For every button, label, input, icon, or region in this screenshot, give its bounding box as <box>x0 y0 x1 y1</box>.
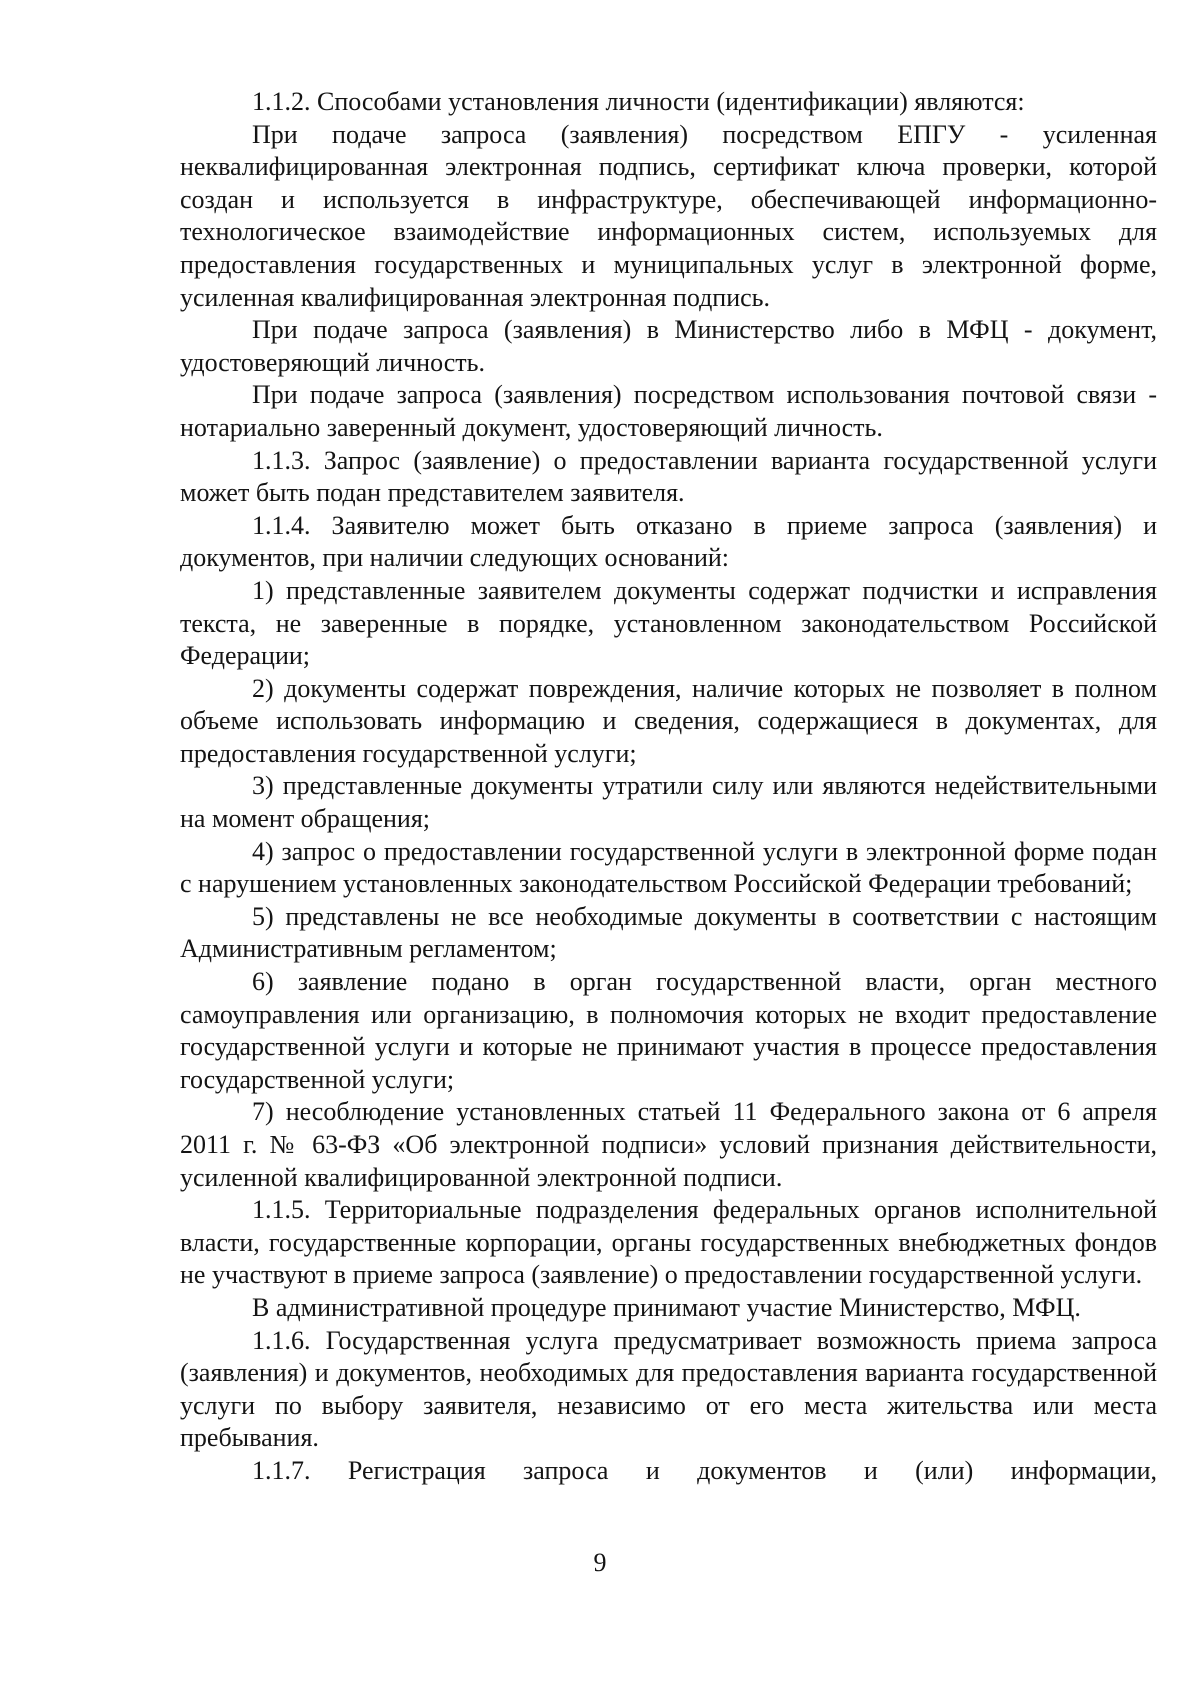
list-item-4: 4) запрос о предоставлении государственной услуги в электронной форме подан с нарушением установленных законодательством Российской Федерации требований; <box>180 836 1157 899</box>
list-item-6: 6) заявление подано в орган государственной власти, орган местного самоуправления или организацию, в полномочия которых не входит предоставление государственной услуги и которые не принимают участия в процессе предоставления государственной услуги; <box>180 967 1157 1094</box>
paragraph-1-1-2-heading: 1.1.2. Способами установления личности (идентификации) являются: <box>252 87 1025 116</box>
document-body <box>180 86 1157 1488</box>
list-item-3: 3) представленные документы утратили силу или являются недействительными на момент обращения; <box>180 771 1157 834</box>
paragraph-1-1-6: 1.1.6. Государственная услуга предусматривает возможность приема запроса (заявления) и документов, необходимых для предоставления варианта государственной услуги по выбору заявителя, независимо от его места жительства или места пребывания. <box>180 1325 1157 1453</box>
list-item-1: 1) представленные заявителем документы содержат подчистки и исправления текста, не заверенные в порядке, установленном законодательством Российской Федерации; <box>180 575 1157 671</box>
paragraph-1-1-7: 1.1.7. Регистрация запроса и документов и (или) информации, <box>252 1455 1157 1485</box>
paragraph-postal-identification: При подаче запроса (заявления) посредством использования почтовой связи - нотариально заверенный документ, удостоверяющий личность. <box>180 380 1157 442</box>
list-item-7: 7) несоблюдение установленных статьей 11 Федерального закона от 6 апреля 2011 г. № 63-ФЗ «Об электронной подписи» условий признания действительности, усиленной квалифицированной электронной подписи. <box>180 1097 1157 1192</box>
paragraph-1-1-3: 1.1.3. Запрос (заявление) о предоставлении варианта государственной услуги может быть подан представителем заявителя. <box>180 445 1157 508</box>
paragraph-ministry-identification: При подаче запроса (заявления) в Министерство либо в МФЦ - документ, удостоверяющий личность. <box>180 315 1157 377</box>
paragraph-1-1-4: 1.1.4. Заявителю может быть отказано в приеме запроса (заявления) и документов, при наличии следующих оснований: <box>180 510 1157 573</box>
page-number: 9 <box>593 1548 607 1577</box>
list-item-5: 5) представлены не все необходимые документы в соответствии с настоящим Административным регламентом; <box>180 901 1157 964</box>
list-item-2: 2) документы содержат повреждения, наличие которых не позволяет в полном объеме использовать информацию и сведения, содержащиеся в документах, для предоставления государственной услуги; <box>180 673 1157 768</box>
paragraph-1-1-5: 1.1.5. Территориальные подразделения федеральных органов исполнительной власти, государственные корпорации, органы государственных внебюджетных фондов не участвуют в приеме запроса (заявление) о предоставлении государственной услуги. <box>180 1195 1157 1290</box>
paragraph-epgu-identification: При подаче запроса (заявления) посредством ЕПГУ - усиленная неквалифицированная электронная подпись, сертификат ключа проверки, которой создан и используется в инфраструктуре, обеспечивающей информационно-технологическое взаимодействие информационных систем, используемых для предоставления государственных и муниципальных услуг в электронной форме, усиленная квалифицированная электронная подпись. <box>180 119 1157 312</box>
paragraph-admin-procedure: В административной процедуре принимают участие Министерство, МФЦ. <box>252 1292 1081 1322</box>
